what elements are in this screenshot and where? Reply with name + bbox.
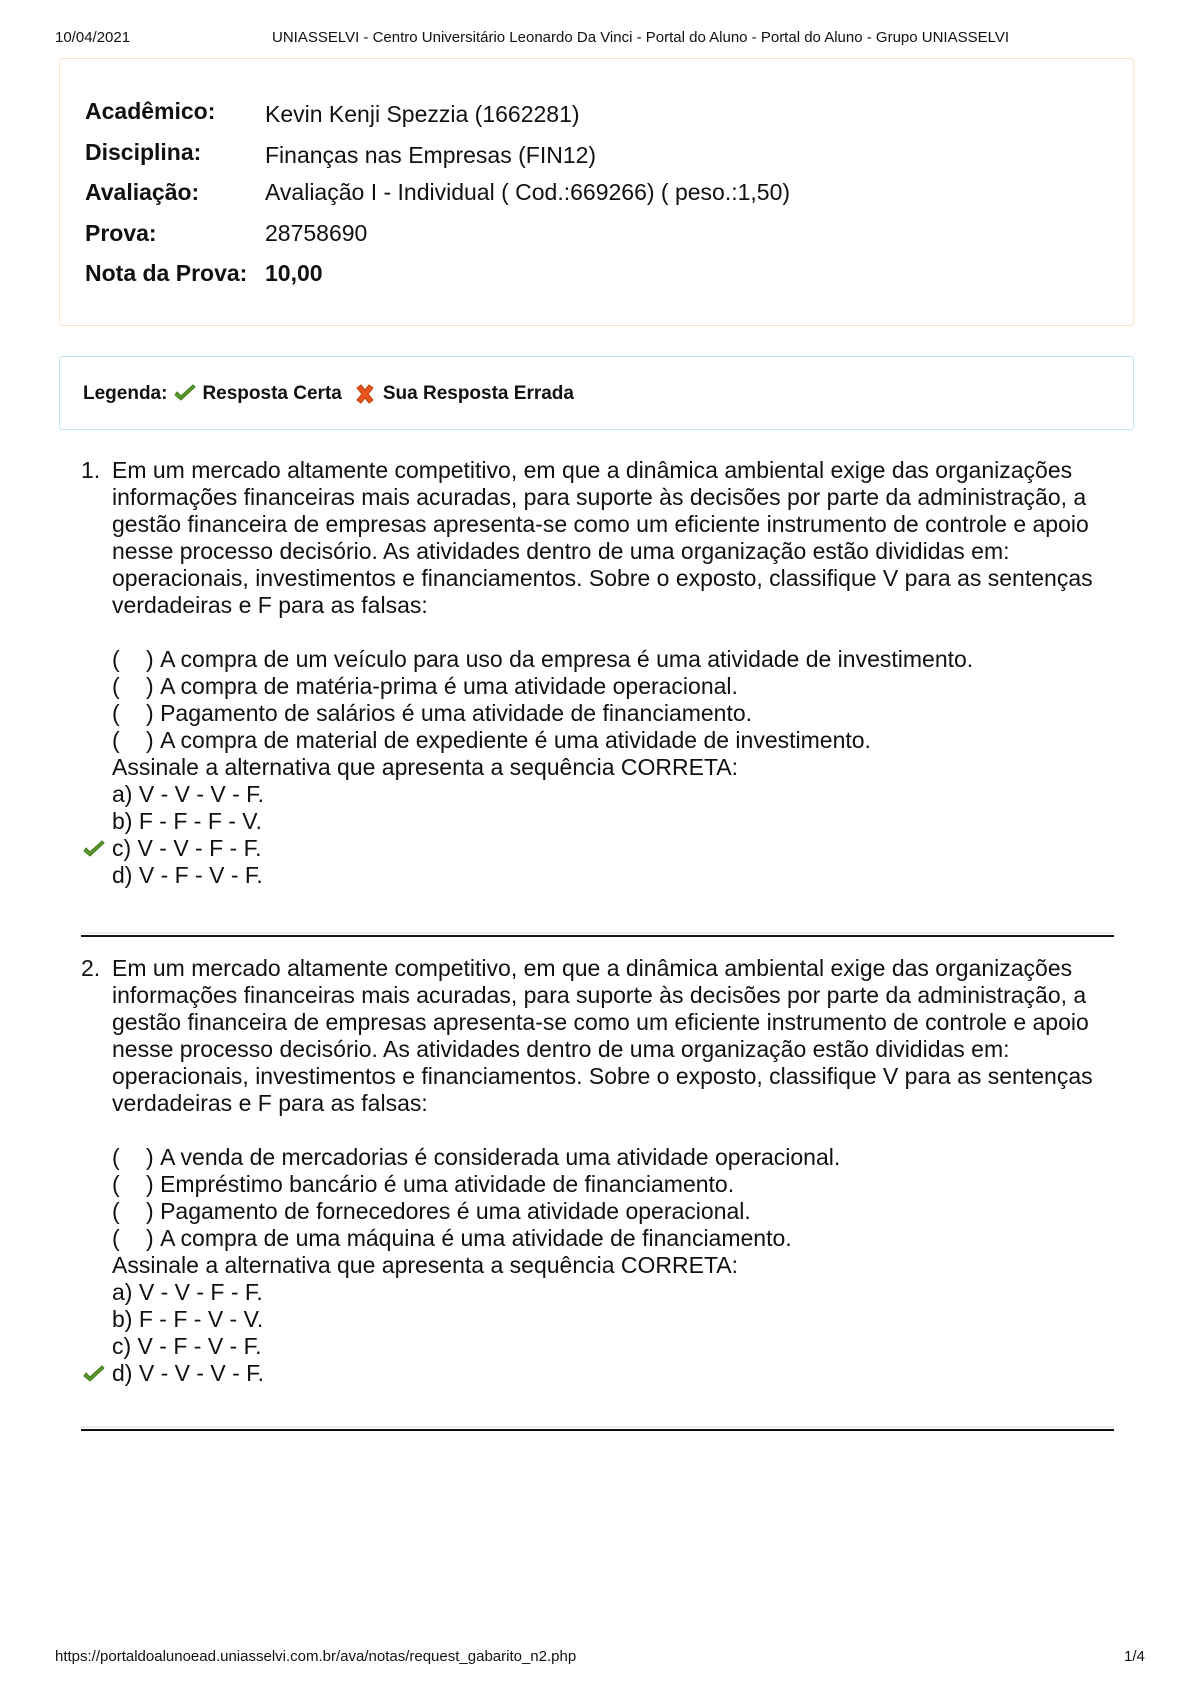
option-c: c) V - F - V - F.	[112, 1333, 262, 1359]
check-icon	[173, 384, 197, 404]
option-d: d) V - F - V - F.	[112, 862, 263, 888]
question-instruction: Assinale a alternativa que apresenta a sequência CORRETA:	[112, 754, 739, 780]
avaliacao-value: Avaliação I - Individual ( Cod.:669266) ( peso.:1,50)	[265, 179, 791, 205]
prova-label: Prova:	[85, 220, 157, 246]
print-date: 10/04/2021	[55, 29, 131, 46]
question-number: 1.	[81, 457, 101, 483]
question-number: 2.	[81, 955, 101, 981]
statement: ( ) Pagamento de fornecedores é uma atividade operacional.	[112, 1198, 751, 1224]
option-a: a) V - V - V - F.	[112, 781, 265, 807]
statement: ( ) A compra de um veículo para uso da empresa é uma atividade de investimento.	[112, 646, 974, 672]
statement: ( ) A compra de uma máquina é uma atividade de financiamento.	[112, 1225, 792, 1251]
statement: ( ) A compra de matéria-prima é uma atividade operacional.	[112, 673, 738, 699]
academico-value: Kevin Kenji Spezzia (1662281)	[265, 101, 580, 127]
legend-correct-label: Resposta Certa	[202, 383, 342, 404]
option-d-correct: d) V - V - V - F.	[112, 1360, 1122, 1387]
print-url: https://portaldoalunoead.uniasselvi.com.br/ava/notas/request_gabarito_n2.php	[55, 1648, 577, 1665]
print-title: UNIASSELVI - Centro Universitário Leonardo Da Vinci - Portal do Aluno - Portal do Aluno - Grupo UNIASSELVI	[272, 29, 1010, 46]
statement: ( ) A compra de material de expediente é uma atividade de investimento.	[112, 727, 871, 753]
question-body	[112, 955, 1122, 1387]
disciplina-label: Disciplina:	[85, 139, 202, 165]
statement-list	[112, 1144, 1122, 1252]
statement: ( ) Empréstimo bancário é uma atividade de financiamento.	[112, 1171, 735, 1197]
check-icon	[81, 839, 107, 859]
statement: ( ) Pagamento de salários é uma atividade de financiamento.	[112, 700, 753, 726]
exam-info-box	[59, 58, 1134, 326]
statement: ( ) A venda de mercadorias é considerada uma atividade operacional.	[112, 1144, 841, 1170]
question-body	[112, 457, 1122, 889]
check-icon	[81, 1364, 107, 1384]
option-b: b) F - F - V - V.	[112, 1306, 264, 1332]
question-divider	[81, 935, 1114, 937]
option-b: b) F - F - F - V.	[112, 808, 262, 834]
disciplina-value: Finanças nas Empresas (FIN12)	[265, 142, 597, 168]
x-icon	[354, 384, 378, 404]
question-prompt: Em um mercado altamente competitivo, em que a dinâmica ambiental exige das organizações informações financeiras mais acuradas, para suporte às decisões por parte da administração, a gestão financeira de empresas apresenta-se como um eficiente instrumento de controle e apoio nesse processo decisório. As atividades dentro de uma organização estão divididas em: operacionais, investimentos e financiamentos. Sobre o exposto, classifique V para as sentenças verdadeiras e F para as falsas:	[112, 955, 1093, 1116]
academico-label: Acadêmico:	[85, 98, 216, 124]
legend-wrong-label: Sua Resposta Errada	[382, 383, 574, 404]
prova-value: 28758690	[265, 220, 368, 246]
nota-value: 10,00	[265, 260, 323, 286]
avaliacao-label: Avaliação:	[85, 179, 200, 205]
legend	[83, 383, 574, 405]
statement-list	[112, 646, 1122, 754]
legend-label: Legenda:	[83, 383, 168, 404]
option-c-correct: c) V - V - F - F.	[112, 835, 1122, 862]
option-a: a) V - V - F - F.	[112, 1279, 263, 1305]
page-number: 1/4	[1124, 1648, 1145, 1665]
question-prompt: Em um mercado altamente competitivo, em que a dinâmica ambiental exige das organizações informações financeiras mais acuradas, para suporte às decisões por parte da administração, a gestão financeira de empresas apresenta-se como um eficiente instrumento de controle e apoio nesse processo decisório. As atividades dentro de uma organização estão divididas em: operacionais, investimentos e financiamentos. Sobre o exposto, classifique V para as sentenças verdadeiras e F para as falsas:	[112, 457, 1093, 618]
legend-box	[59, 356, 1134, 430]
question-divider	[81, 1429, 1114, 1431]
nota-label: Nota da Prova:	[85, 260, 248, 286]
question-instruction: Assinale a alternativa que apresenta a sequência CORRETA:	[112, 1252, 739, 1278]
